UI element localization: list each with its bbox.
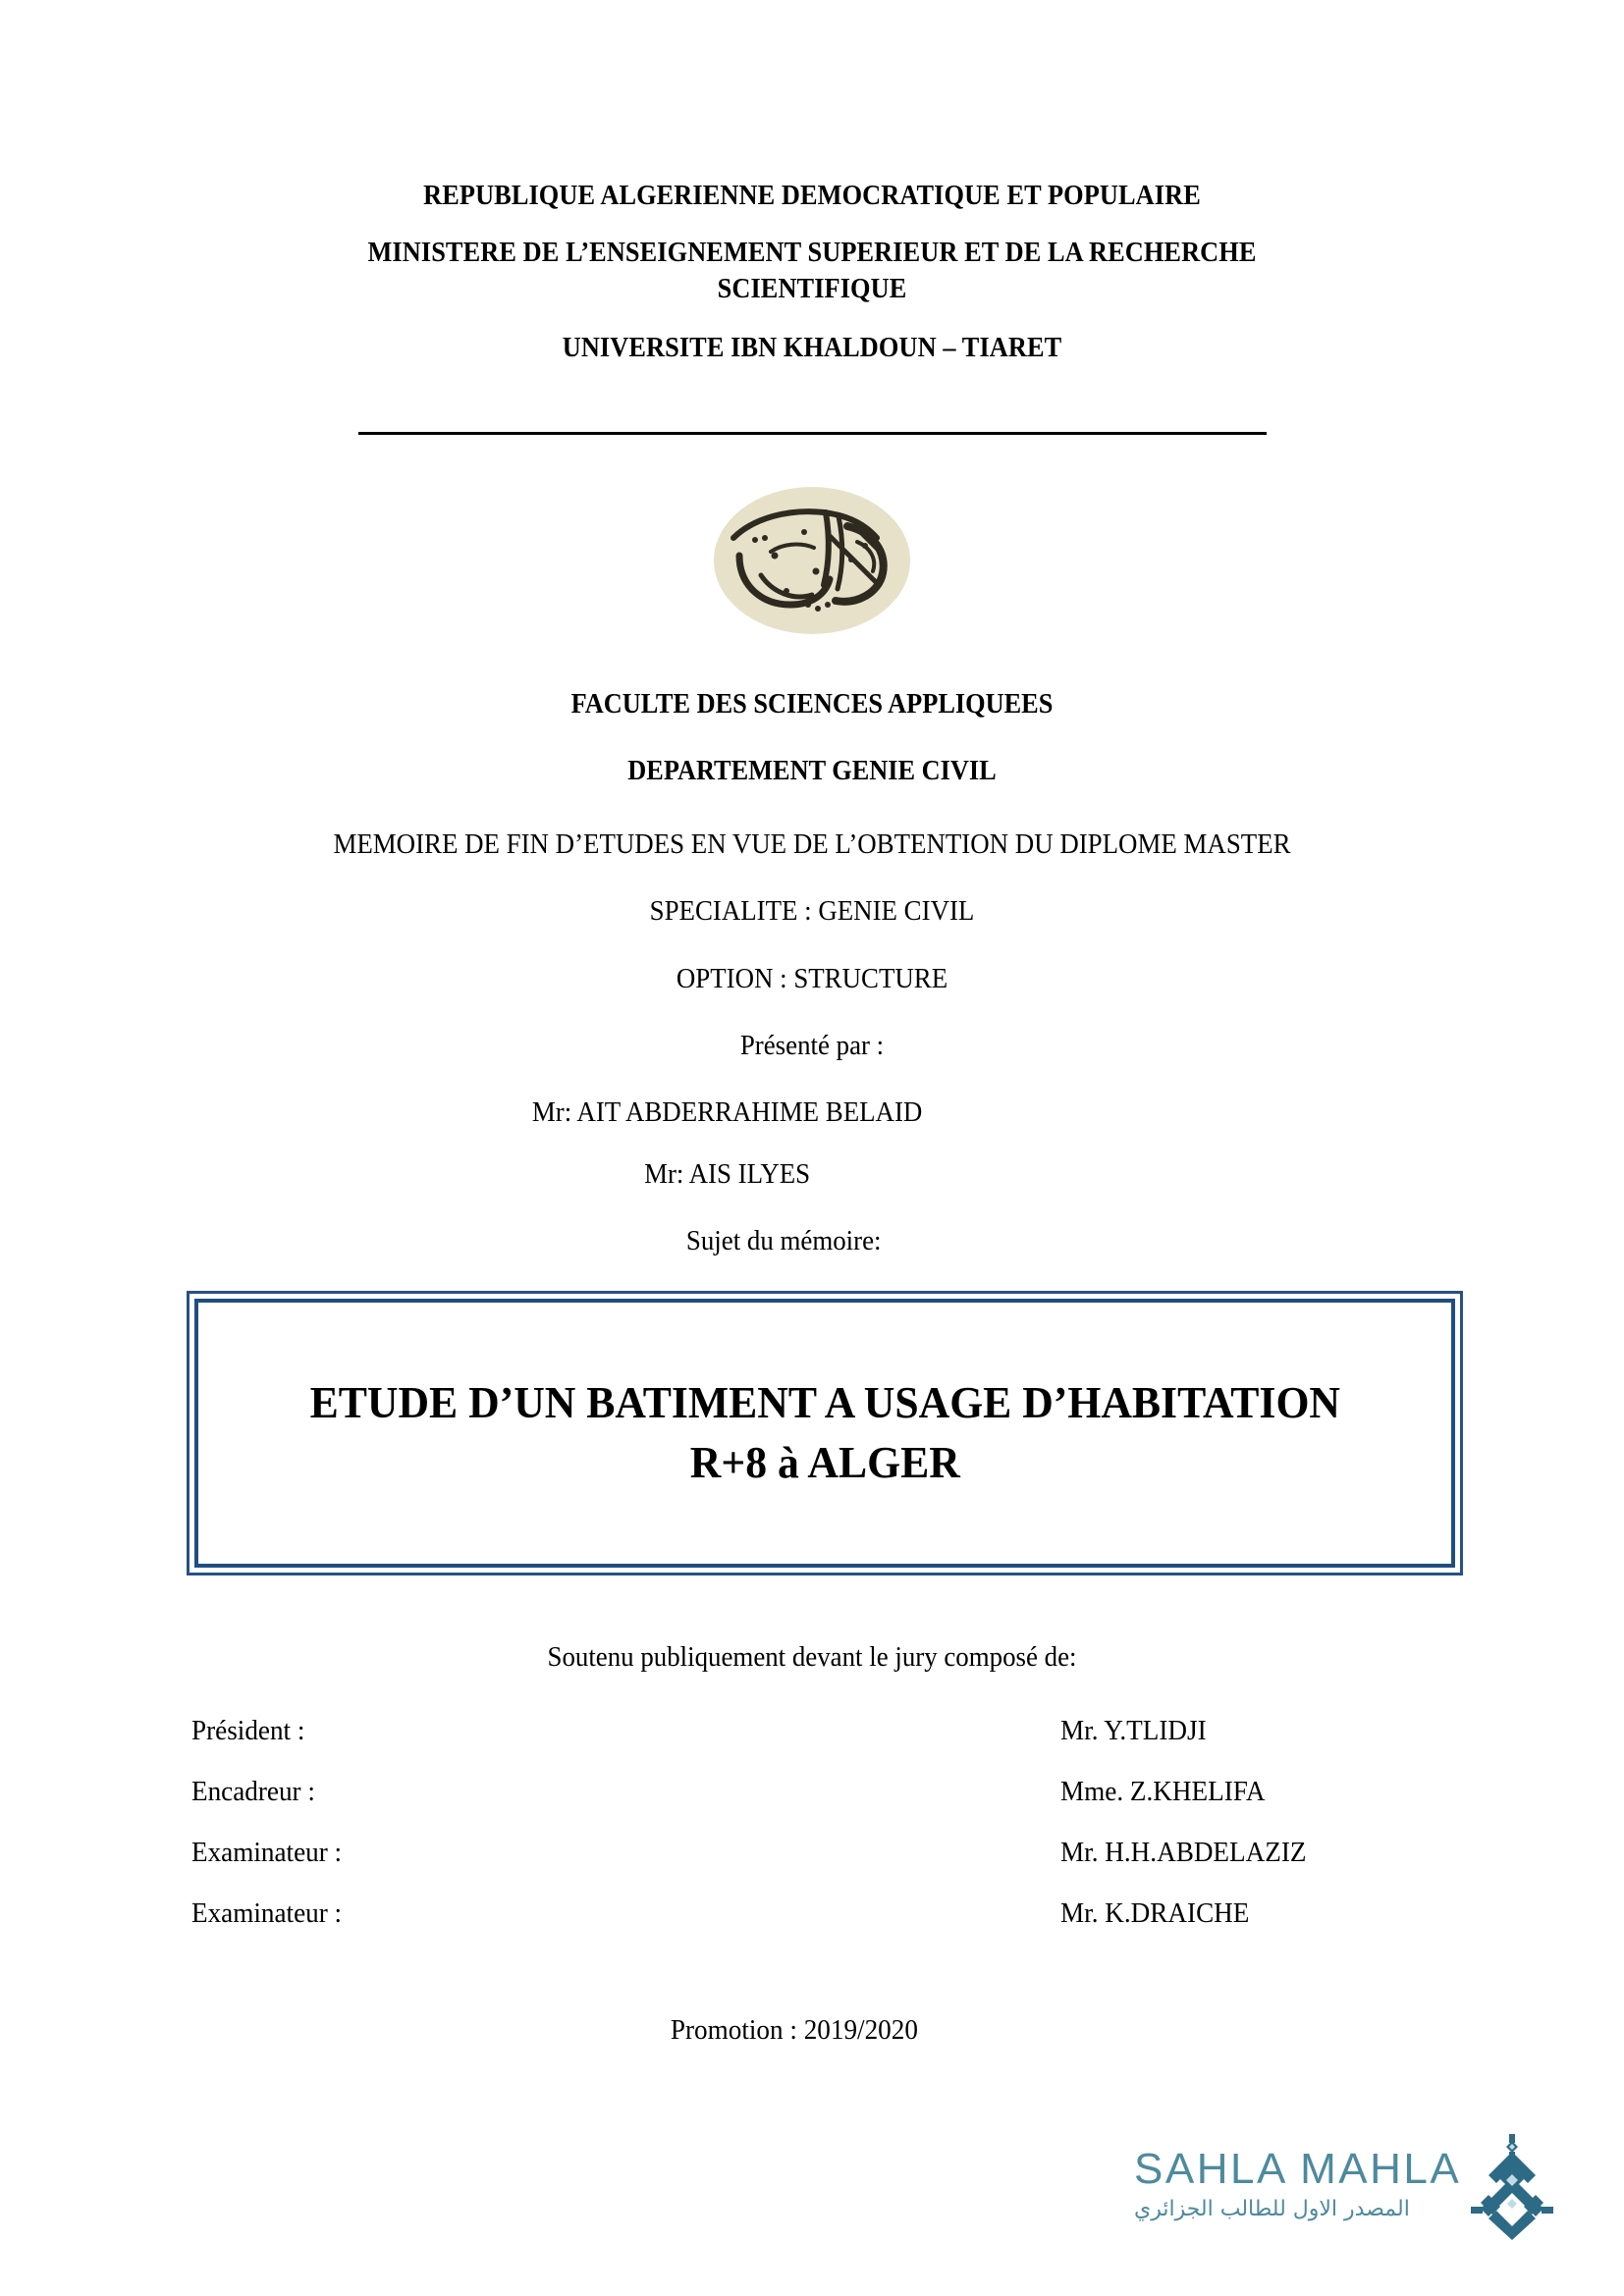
sahla-mahla-diamond-icon [1467,2134,1557,2240]
presented-by-label: Présenté par : [739,1030,885,1061]
degree-line: MEMOIRE DE FIN D’ETUDES EN VUE DE L’OBTENTION DU DIPLOME MASTER [333,828,1291,860]
thesis-title [288,1373,1363,1492]
subject-label-row [32,1224,1592,1259]
specialty-line: SPECIALITE : GENIE CIVIL [649,896,975,928]
author-1-name: Mr: AIT ABDERRAHIME BELAID [531,1097,923,1129]
jury-name-examinateur-2: Mr. K.DRAICHE [1060,1898,1250,1929]
seal-wrap [0,483,1624,643]
thesis-title-line-2: R+8 à ALGER [689,1437,960,1487]
department-name: DEPARTEMENT GENIE CIVIL [627,756,997,787]
thesis-title-box-inner [194,1299,1455,1568]
jury-row [191,1898,1448,1959]
jury-heading: Soutenu publiquement devant le jury composé de: [547,1642,1077,1673]
watermark-text-column [1134,2140,1461,2221]
author-1 [32,1095,1592,1131]
subject-label: Sujet du mémoire: [685,1226,882,1257]
author-2 [32,1157,1592,1193]
institution-header [0,179,1624,367]
jury-role-examinateur-2: Examinateur : [191,1898,343,1929]
university-seal-icon [710,483,914,638]
thesis-title-line-1: ETUDE D’UN BATIMENT A USAGE D’HABITATION [309,1377,1340,1428]
sahla-mahla-watermark [1134,2140,1566,2258]
header-line-republic: REPUBLIQUE ALGERIENNE DEMOCRATIQUE ET POPULAIRE [423,181,1201,211]
watermark-brand-subtitle: المصدر الاول للطالب الجزائري [1134,2197,1410,2221]
option-line: OPTION : STRUCTURE [676,963,948,994]
jury-row [191,1716,1448,1777]
jury-role-president: Président : [191,1716,305,1746]
author-2-name: Mr: AIS ILYES [644,1158,811,1190]
jury-row [191,1838,1448,1898]
faculty-name: FACULTE DES SCIENCES APPLIQUEES [570,689,1054,720]
jury-name-president: Mr. Y.TLIDJI [1060,1716,1207,1746]
jury-name-encadreur: Mme. Z.KHELIFA [1060,1777,1266,1807]
header-divider-wrap [0,424,1624,442]
jury-role-examinateur-1: Examinateur : [191,1838,343,1868]
header-line-ministry-cont: SCIENTIFIQUE [717,273,907,304]
promotion-text: Promotion : 2019/2020 [670,2015,918,2046]
thesis-title-box [187,1291,1463,1575]
jury-name-examinateur-1: Mr. H.H.ABDELAZIZ [1060,1838,1307,1868]
jury-role-encadreur: Encadreur : [191,1777,315,1807]
horizontal-rule [358,432,1267,435]
header-line-ministry: MINISTERE DE L’ENSEIGNEMENT SUPERIEUR ET DE LA RECHERCHE [367,238,1257,269]
promotion-row [0,2015,1624,2047]
watermark-brand-title: SAHLA MAHLA [1134,2145,1462,2193]
jury-list [191,1716,1448,1959]
jury-row [191,1777,1448,1838]
degree-block [0,687,1624,1260]
header-line-university: UNIVERSITE IBN KHALDOUN – TIARET [562,333,1062,364]
